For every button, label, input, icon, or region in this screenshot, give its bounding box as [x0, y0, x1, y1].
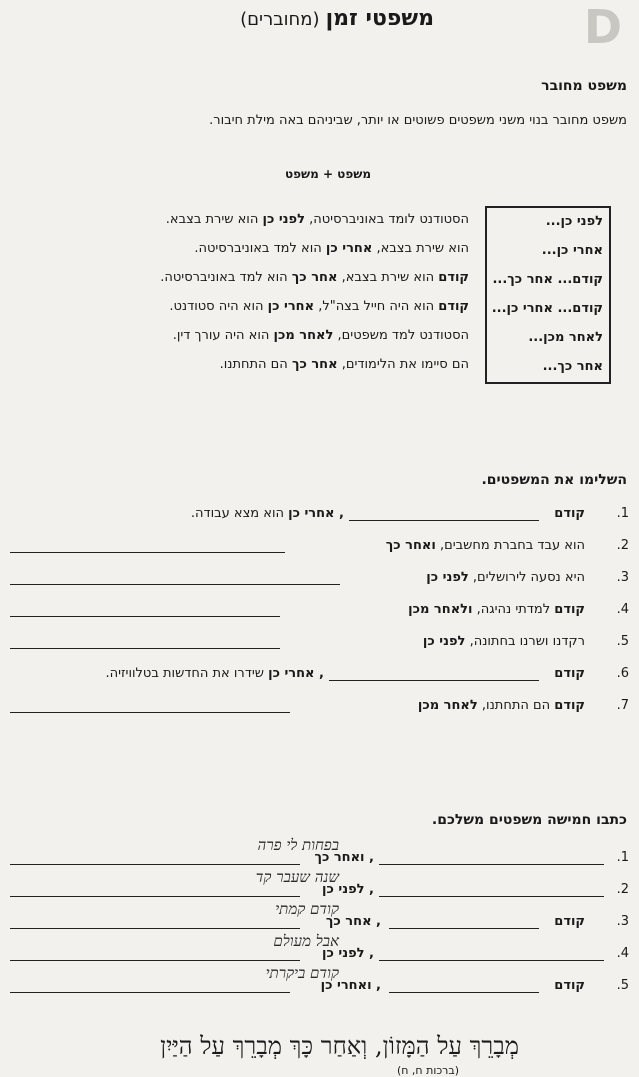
example-line: הוא שירת בצבא, אחרי כן הוא למד באוניברסיטה.	[194, 241, 469, 256]
connector-item: קודם... אחר כך...	[492, 272, 603, 287]
exercise-row: 5. רקדנו ושרנו בחתונה, לפני כן	[0, 634, 639, 656]
quote-text: מְבָרֵךְ עַל הַמָּזוֹן, וְאַחַר כָּךְ מְבָרֵךְ עַל הַיַּיִן	[160, 1032, 519, 1060]
example-line: הם סיימו את הלימודים, אחר כך הם התחתנו.	[219, 357, 469, 372]
section1-definition: משפט מחובר בנוי משני משפטים פשוטים או יותר, שביניהם באה מילת חיבור.	[209, 113, 627, 128]
quote-source: (ברכות ח, ח)	[396, 1064, 459, 1077]
section2-heading: השלימו את המשפטים.	[481, 472, 627, 488]
example-line: קודם הוא שירת בצבא, אחר כך הוא למד באוניברסיטה.	[160, 270, 469, 285]
exercise-row: 6. קודם , אחרי כן שידרו את החדשות בטלוויזיה.	[105, 666, 629, 681]
answer-blank[interactable]	[10, 850, 300, 865]
writing-row: 4. , לפני כן אבל מעולם	[0, 946, 639, 968]
handwritten-answer: אבל מעולם	[273, 932, 339, 950]
exercise-row: 7. קודם הם התחתנו, לאחר מכן	[0, 698, 639, 720]
handwritten-answer: קודם ביקרתי	[265, 964, 339, 982]
handwritten-answer: בפחות לי פרה	[257, 836, 339, 854]
answer-blank[interactable]	[379, 850, 604, 865]
writing-row: 2. , לפני כן שנה שעבר קד	[0, 882, 639, 904]
title-sub: (מחוברים)	[240, 9, 320, 30]
handwritten-answer: קודם קמתי	[275, 900, 339, 918]
exercise-row: 3. היא נסעה לירושלים, לפני כן	[0, 570, 639, 592]
connector-item: לפני כן...	[545, 214, 603, 229]
connector-item: לאחר מכן...	[528, 330, 603, 345]
writing-row: 5. קודם , ואחרי כן קודם ביקרתי	[0, 978, 639, 1000]
answer-blank[interactable]	[10, 538, 285, 553]
connector-item: קודם... אחרי כן...	[491, 301, 603, 316]
answer-blank[interactable]	[389, 978, 539, 993]
handwritten-answer: שנה שעבר קד	[255, 868, 339, 886]
exercise-row: 2. הוא עבד בחברת מחשבים, ואחר כך	[0, 538, 639, 560]
answer-blank[interactable]	[10, 602, 280, 617]
answer-blank[interactable]	[10, 634, 280, 649]
answer-blank[interactable]	[389, 914, 539, 929]
answer-blank[interactable]	[379, 946, 604, 961]
answer-blank[interactable]	[349, 506, 539, 521]
title-main: משפטי זמן	[325, 6, 434, 31]
exercise-row: 4. קודם למדתי נהיגה, ולאחר מכן	[0, 602, 639, 624]
example-line: הסטודנט למד משפטים, לאחר מכן הוא היה עורך דין.	[172, 328, 469, 343]
answer-blank[interactable]	[10, 570, 340, 585]
connector-item: אחר כך...	[542, 359, 603, 374]
answer-blank[interactable]	[10, 946, 300, 961]
writing-row: 1. , ואחר כך בפחות לי פרה	[0, 850, 639, 872]
example-line: הסטודנט לומד באוניברסיטה, לפני כן הוא שירת בצבא.	[165, 212, 469, 227]
writing-row: 3. קודם , אחר כך קודם קמתי	[0, 914, 639, 936]
connectors-box	[485, 206, 611, 384]
bleed-through-mark: D	[583, 0, 622, 54]
section3-heading: כתבו חמישה משפטים משלכם.	[431, 812, 627, 828]
answer-blank[interactable]	[10, 914, 300, 929]
answer-blank[interactable]	[379, 882, 604, 897]
page-title	[240, 6, 434, 31]
answer-blank[interactable]	[10, 978, 290, 993]
section1-heading: משפט מחובר	[541, 78, 627, 94]
exercise-row: 1. קודם , אחרי כן הוא מצא עבודה.	[190, 506, 629, 521]
example-line: קודם הוא היה חייל בצה"ל, אחרי כן הוא היה סטודנט.	[169, 299, 469, 314]
answer-blank[interactable]	[329, 666, 539, 681]
section1-formula: משפט + משפט	[284, 167, 371, 181]
connector-item: אחרי כן...	[541, 243, 603, 258]
answer-blank[interactable]	[10, 698, 290, 713]
